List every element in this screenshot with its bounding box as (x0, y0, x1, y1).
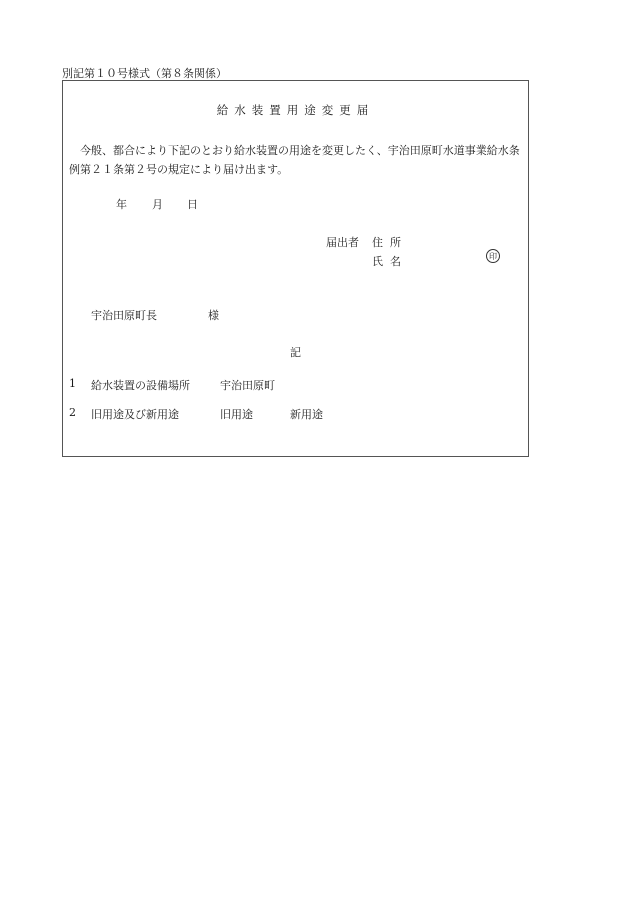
date-month-label[interactable]: 月 (152, 198, 163, 211)
addressee-honorific: 様 (208, 309, 219, 322)
item-2-new-use-label[interactable]: 新用途 (290, 408, 323, 421)
date-day-label[interactable]: 日 (187, 198, 198, 211)
seal-mark: 印 (486, 249, 500, 263)
item-1-label: 給水装置の設備場所 (91, 379, 190, 392)
applicant-name-label[interactable]: 氏名 (372, 255, 408, 268)
form-frame (62, 80, 529, 457)
date-year-label[interactable]: 年 (116, 198, 127, 211)
ki-heading: 記 (290, 346, 301, 359)
item-2-old-use-label[interactable]: 旧用途 (220, 408, 253, 421)
addressee-title: 宇治田原町長 (91, 309, 157, 322)
applicant-label: 届出者 (326, 236, 359, 249)
form-title: 給水装置用途変更届 (216, 103, 375, 117)
item-1-number: 1 (69, 377, 76, 390)
item-2-number: 2 (69, 406, 76, 419)
applicant-address-label[interactable]: 住所 (372, 236, 408, 249)
item-1-location-value[interactable]: 宇治田原町 (220, 379, 275, 392)
form-number-label: 別記第１０号様式（第８条関係） (62, 67, 227, 80)
item-2-label: 旧用途及び新用途 (91, 408, 179, 421)
form-body-text: 今般、都合により下記のとおり給水装置の用途を変更したく、宇治田原町水道事業給水条例第２１条第２号の規定により届け出ます。 (69, 144, 520, 176)
